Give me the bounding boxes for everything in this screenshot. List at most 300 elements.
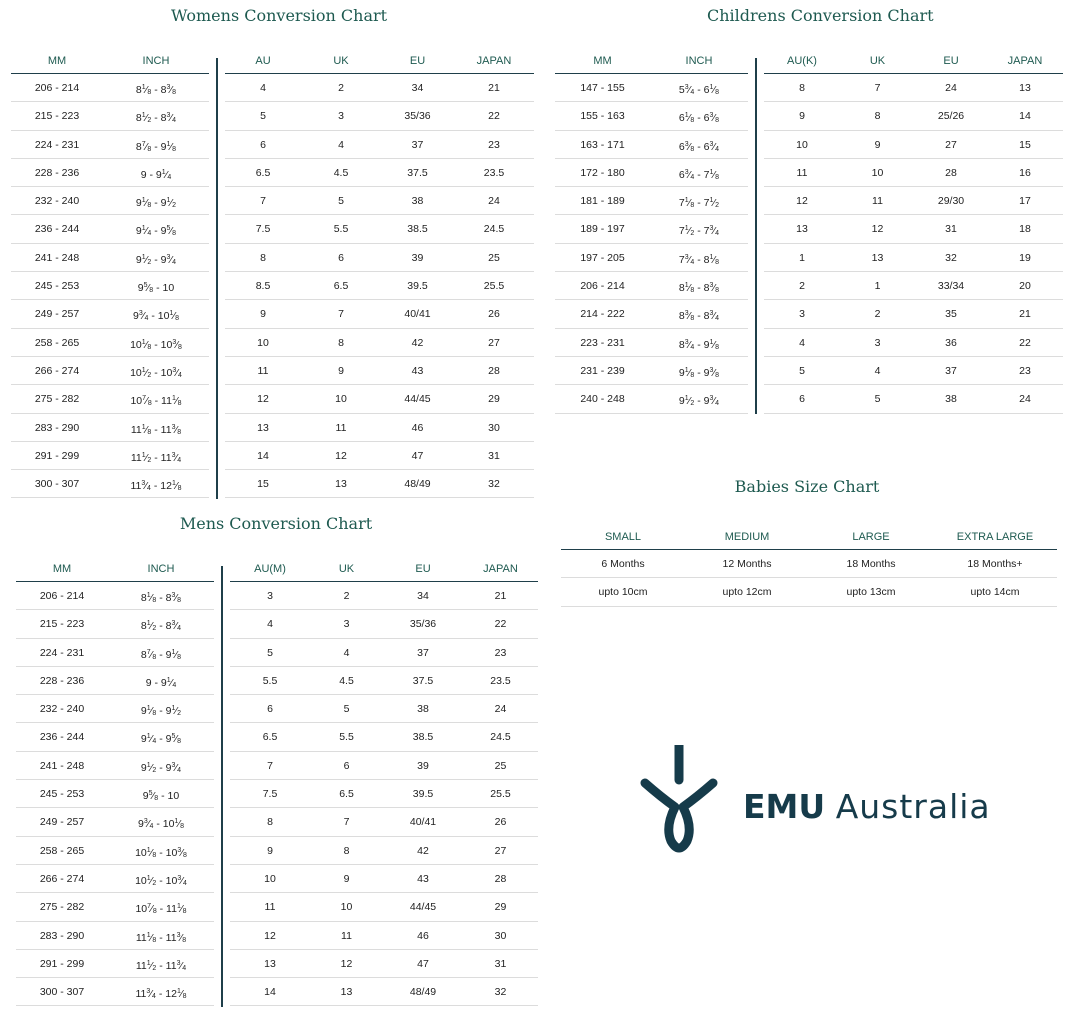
table-cell: 215 - 223 bbox=[11, 102, 103, 130]
table-cell: 11 bbox=[764, 159, 840, 187]
table-cell: 14 bbox=[225, 442, 301, 470]
table-cell: $9^1⁄_8$ - $9^1⁄_2$ bbox=[103, 187, 209, 215]
table-row bbox=[11, 329, 534, 357]
table-cell: $10^7⁄_8$ - $11^1⁄_8$ bbox=[108, 893, 214, 921]
table-cell: 241 - 248 bbox=[11, 244, 103, 272]
table-cell: 20 bbox=[987, 272, 1063, 300]
table-cell: 24 bbox=[915, 74, 987, 102]
table-cell: $6^3⁄_4$ - $7^1⁄_8$ bbox=[650, 159, 748, 187]
table-cell: 266 - 274 bbox=[16, 865, 108, 893]
table-cell: 32 bbox=[454, 470, 534, 498]
table-cell: 30 bbox=[454, 414, 534, 442]
column-divider bbox=[216, 58, 218, 499]
table-cell: 22 bbox=[454, 102, 534, 130]
table-cell: 10 bbox=[301, 385, 381, 413]
table-cell: 6.5 bbox=[225, 159, 301, 187]
table-cell: 9 bbox=[225, 300, 301, 328]
table-cell: 4 bbox=[764, 329, 840, 357]
table-cell: 26 bbox=[463, 808, 538, 836]
table-cell: 31 bbox=[915, 215, 987, 243]
table-row bbox=[555, 74, 1063, 102]
table-cell: 12 bbox=[764, 187, 840, 215]
column-header: SMALL bbox=[561, 531, 685, 550]
table-cell: $9^1⁄_8$ - $9^3⁄_8$ bbox=[650, 357, 748, 385]
table-cell: 48/49 bbox=[383, 978, 463, 1006]
table-cell: 13 bbox=[301, 470, 381, 498]
table-cell: 4 bbox=[230, 610, 310, 638]
table-cell: 10 bbox=[230, 865, 310, 893]
table-cell: 13 bbox=[764, 215, 840, 243]
column-header: INCH bbox=[103, 55, 209, 74]
table-cell: 6.5 bbox=[230, 723, 310, 751]
table-row bbox=[555, 102, 1063, 130]
table-cell: 224 - 231 bbox=[16, 639, 108, 667]
table-cell: $10^1⁄_2$ - $10^3⁄_4$ bbox=[108, 865, 214, 893]
table-cell: 26 bbox=[454, 300, 534, 328]
table-cell: $7^1⁄_2$ - $7^3⁄_4$ bbox=[650, 215, 748, 243]
table-cell: 5 bbox=[764, 357, 840, 385]
table-cell: $9 - 9^1⁄_4$ bbox=[108, 667, 214, 695]
column-header: UK bbox=[840, 55, 915, 74]
table-cell: 206 - 214 bbox=[555, 272, 650, 300]
table-cell: 35 bbox=[915, 300, 987, 328]
table-row bbox=[16, 837, 538, 865]
table-row bbox=[555, 272, 1063, 300]
logo-emu: EMU bbox=[743, 787, 826, 826]
babies-table bbox=[561, 520, 1057, 607]
table-cell: 24.5 bbox=[463, 723, 538, 751]
table-cell: 4 bbox=[225, 74, 301, 102]
table-row bbox=[555, 357, 1063, 385]
table-cell: 24.5 bbox=[454, 215, 534, 243]
table-cell: 147 - 155 bbox=[555, 74, 650, 102]
table-cell: 18 Months bbox=[809, 550, 933, 578]
table-cell: $11^1⁄_8$ - $11^3⁄_8$ bbox=[108, 922, 214, 950]
column-header: UK bbox=[310, 563, 383, 582]
table-row bbox=[561, 578, 1057, 606]
column-header: MM bbox=[16, 563, 108, 582]
table-cell: 258 - 265 bbox=[16, 837, 108, 865]
table-row bbox=[16, 752, 538, 780]
table-cell: $11^1⁄_2$ - $11^3⁄_4$ bbox=[103, 442, 209, 470]
table-cell: 23 bbox=[463, 639, 538, 667]
table-cell: 3 bbox=[310, 610, 383, 638]
table-cell: $8^1⁄_8$ - $8^3⁄_8$ bbox=[650, 272, 748, 300]
table-cell: 15 bbox=[987, 131, 1063, 159]
table-cell: 18 Months+ bbox=[933, 550, 1057, 578]
table-cell: 214 - 222 bbox=[555, 300, 650, 328]
table-cell: $9^1⁄_2$ - $9^3⁄_4$ bbox=[108, 752, 214, 780]
table-cell: 28 bbox=[915, 159, 987, 187]
table-cell: 291 - 299 bbox=[11, 442, 103, 470]
table-row bbox=[11, 215, 534, 243]
table-cell: 44/45 bbox=[383, 893, 463, 921]
table-cell: 12 bbox=[225, 385, 301, 413]
column-header: EU bbox=[381, 55, 454, 74]
table-cell: $8^3⁄_8$ - $8^3⁄_4$ bbox=[650, 300, 748, 328]
table-row bbox=[16, 610, 538, 638]
table-cell: 40/41 bbox=[383, 808, 463, 836]
table-cell: $11^1⁄_2$ - $11^3⁄_4$ bbox=[108, 950, 214, 978]
table-cell: 4.5 bbox=[310, 667, 383, 695]
table-cell: 223 - 231 bbox=[555, 329, 650, 357]
table-row bbox=[16, 808, 538, 836]
table-cell: 12 bbox=[840, 215, 915, 243]
table-cell: $8^1⁄_8$ - $8^3⁄_8$ bbox=[103, 74, 209, 102]
table-row bbox=[16, 639, 538, 667]
table-row bbox=[16, 695, 538, 723]
table-cell: 14 bbox=[230, 978, 310, 1006]
table-header bbox=[11, 44, 534, 74]
table-cell: 7 bbox=[301, 300, 381, 328]
table-row bbox=[16, 893, 538, 921]
table-cell: 283 - 290 bbox=[11, 414, 103, 442]
table-cell: 48/49 bbox=[381, 470, 454, 498]
table-cell: 9 bbox=[840, 131, 915, 159]
column-header: INCH bbox=[650, 55, 748, 74]
table-cell: 10 bbox=[225, 329, 301, 357]
table-cell: 31 bbox=[454, 442, 534, 470]
column-header: LARGE bbox=[809, 531, 933, 550]
table-cell: 46 bbox=[383, 922, 463, 950]
table-cell: 13 bbox=[987, 74, 1063, 102]
table-cell: upto 10cm bbox=[561, 578, 685, 606]
column-header: JAPAN bbox=[987, 55, 1063, 74]
table-row bbox=[11, 414, 534, 442]
table-cell: 36 bbox=[915, 329, 987, 357]
table-cell: 29 bbox=[463, 893, 538, 921]
table-cell: 38 bbox=[383, 695, 463, 723]
table-cell: 25 bbox=[454, 244, 534, 272]
column-header: EXTRA LARGE bbox=[933, 531, 1057, 550]
table-cell: 10 bbox=[310, 893, 383, 921]
table-cell: 23 bbox=[454, 131, 534, 159]
table-row bbox=[16, 865, 538, 893]
logo-australia: Australia bbox=[835, 787, 991, 826]
column-header: MM bbox=[11, 55, 103, 74]
table-cell: 300 - 307 bbox=[16, 978, 108, 1006]
table-cell: 5 bbox=[840, 385, 915, 413]
table-cell: 8 bbox=[764, 74, 840, 102]
table-cell: 8 bbox=[840, 102, 915, 130]
table-cell: 9 bbox=[764, 102, 840, 130]
table-cell: 43 bbox=[381, 357, 454, 385]
table-cell: 11 bbox=[310, 922, 383, 950]
table-cell: 25 bbox=[463, 752, 538, 780]
table-header bbox=[561, 520, 1057, 550]
table-cell: 5.5 bbox=[301, 215, 381, 243]
table-cell: $9^5⁄_8 - 10$ bbox=[108, 780, 214, 808]
column-header: AU(K) bbox=[764, 55, 840, 74]
table-cell: 11 bbox=[840, 187, 915, 215]
table-cell: 155 - 163 bbox=[555, 102, 650, 130]
column-header: INCH bbox=[108, 563, 214, 582]
table-cell: 300 - 307 bbox=[11, 470, 103, 498]
table-cell: 189 - 197 bbox=[555, 215, 650, 243]
column-header: JAPAN bbox=[463, 563, 538, 582]
table-cell: 4 bbox=[310, 639, 383, 667]
table-cell: 6 bbox=[310, 752, 383, 780]
column-header: AU(M) bbox=[230, 563, 310, 582]
table-row bbox=[11, 300, 534, 328]
table-cell: 37.5 bbox=[381, 159, 454, 187]
table-cell: 7.5 bbox=[230, 780, 310, 808]
table-cell: 46 bbox=[381, 414, 454, 442]
table-header bbox=[16, 552, 538, 582]
table-cell: 5 bbox=[310, 695, 383, 723]
table-cell: 228 - 236 bbox=[16, 667, 108, 695]
table-cell: 37 bbox=[915, 357, 987, 385]
table-cell: 21 bbox=[454, 74, 534, 102]
table-cell: 6 bbox=[225, 131, 301, 159]
table-cell: 42 bbox=[381, 329, 454, 357]
table-row bbox=[11, 385, 534, 413]
table-row bbox=[11, 187, 534, 215]
table-cell: 38.5 bbox=[381, 215, 454, 243]
table-row bbox=[16, 922, 538, 950]
table-cell: 23.5 bbox=[454, 159, 534, 187]
table-cell: 11 bbox=[301, 414, 381, 442]
table-cell: 21 bbox=[463, 582, 538, 610]
table-cell: 232 - 240 bbox=[16, 695, 108, 723]
table-cell: 34 bbox=[381, 74, 454, 102]
table-cell: 13 bbox=[230, 950, 310, 978]
table-cell: 10 bbox=[764, 131, 840, 159]
table-cell: 3 bbox=[764, 300, 840, 328]
mens-table bbox=[16, 552, 538, 1006]
column-header: EU bbox=[915, 55, 987, 74]
table-cell: 27 bbox=[454, 329, 534, 357]
table-cell: 39 bbox=[383, 752, 463, 780]
table-header bbox=[555, 44, 1063, 74]
table-cell: upto 13cm bbox=[809, 578, 933, 606]
table-cell: 5 bbox=[301, 187, 381, 215]
table-cell: 23.5 bbox=[463, 667, 538, 695]
table-cell: 24 bbox=[987, 385, 1063, 413]
column-header: EU bbox=[383, 563, 463, 582]
table-cell: 2 bbox=[310, 582, 383, 610]
table-cell: $6^3⁄_8$ - $6^3⁄_4$ bbox=[650, 131, 748, 159]
table-cell: 241 - 248 bbox=[16, 752, 108, 780]
table-cell: 224 - 231 bbox=[11, 131, 103, 159]
table-cell: 6 bbox=[301, 244, 381, 272]
table-row bbox=[11, 272, 534, 300]
table-cell: 4 bbox=[840, 357, 915, 385]
table-cell: 4 bbox=[301, 131, 381, 159]
table-cell: 240 - 248 bbox=[555, 385, 650, 413]
table-row bbox=[555, 159, 1063, 187]
table-cell: 13 bbox=[310, 978, 383, 1006]
table-cell: $9^1⁄_2$ - $9^3⁄_4$ bbox=[103, 244, 209, 272]
table-cell: 6 bbox=[230, 695, 310, 723]
table-cell: 245 - 253 bbox=[11, 272, 103, 300]
table-cell: 163 - 171 bbox=[555, 131, 650, 159]
table-cell: 5 bbox=[225, 102, 301, 130]
column-header: MEDIUM bbox=[685, 531, 809, 550]
table-cell: 38 bbox=[915, 385, 987, 413]
table-cell: 37.5 bbox=[383, 667, 463, 695]
table-cell: 5.5 bbox=[230, 667, 310, 695]
table-cell: 291 - 299 bbox=[16, 950, 108, 978]
table-cell: 2 bbox=[301, 74, 381, 102]
womens-chart-title: Womens Conversion Chart bbox=[171, 6, 388, 25]
table-cell: $7^1⁄_8$ - $7^1⁄_2$ bbox=[650, 187, 748, 215]
table-row bbox=[11, 131, 534, 159]
table-cell: 28 bbox=[454, 357, 534, 385]
table-cell: 31 bbox=[463, 950, 538, 978]
emu-australia-logo bbox=[639, 745, 999, 855]
table-cell: 47 bbox=[383, 950, 463, 978]
table-cell: 181 - 189 bbox=[555, 187, 650, 215]
table-cell: 8 bbox=[301, 329, 381, 357]
table-cell: 172 - 180 bbox=[555, 159, 650, 187]
table-cell: 12 bbox=[230, 922, 310, 950]
womens-table bbox=[11, 44, 534, 498]
table-cell: $11^3⁄_4$ - $12^1⁄_8$ bbox=[108, 978, 214, 1006]
table-cell: 3 bbox=[301, 102, 381, 130]
table-cell: 43 bbox=[383, 865, 463, 893]
table-cell: $9^3⁄_4$ - $10^1⁄_8$ bbox=[108, 808, 214, 836]
table-cell: 22 bbox=[463, 610, 538, 638]
table-cell: 231 - 239 bbox=[555, 357, 650, 385]
table-cell: 8 bbox=[225, 244, 301, 272]
table-cell: 37 bbox=[383, 639, 463, 667]
table-row bbox=[16, 780, 538, 808]
table-cell: 2 bbox=[764, 272, 840, 300]
table-row bbox=[16, 723, 538, 751]
table-cell: $9^1⁄_8$ - $9^1⁄_2$ bbox=[108, 695, 214, 723]
table-cell: 22 bbox=[987, 329, 1063, 357]
table-cell: 7 bbox=[225, 187, 301, 215]
table-row bbox=[11, 442, 534, 470]
column-divider bbox=[755, 58, 757, 414]
table-row bbox=[555, 329, 1063, 357]
table-cell: $6^1⁄_8$ - $6^3⁄_8$ bbox=[650, 102, 748, 130]
table-row bbox=[11, 102, 534, 130]
table-cell: 8.5 bbox=[225, 272, 301, 300]
table-cell: $10^7⁄_8$ - $11^1⁄_8$ bbox=[103, 385, 209, 413]
table-cell: 236 - 244 bbox=[11, 215, 103, 243]
table-cell: 3 bbox=[230, 582, 310, 610]
table-row bbox=[16, 978, 538, 1006]
table-cell: 34 bbox=[383, 582, 463, 610]
table-cell: $7^3⁄_4$ - $8^1⁄_8$ bbox=[650, 244, 748, 272]
table-cell: 206 - 214 bbox=[16, 582, 108, 610]
table-cell: $9 - 9^1⁄_4$ bbox=[103, 159, 209, 187]
table-cell: 23 bbox=[987, 357, 1063, 385]
table-cell: 1 bbox=[764, 244, 840, 272]
table-cell: 35/36 bbox=[383, 610, 463, 638]
table-cell: $9^1⁄_2$ - $9^3⁄_4$ bbox=[650, 385, 748, 413]
table-cell: 4.5 bbox=[301, 159, 381, 187]
table-cell: 5.5 bbox=[310, 723, 383, 751]
emu-logo-icon bbox=[639, 745, 719, 855]
table-cell: 39.5 bbox=[381, 272, 454, 300]
table-cell: 245 - 253 bbox=[16, 780, 108, 808]
table-cell: 35/36 bbox=[381, 102, 454, 130]
logo-wordmark bbox=[743, 787, 991, 826]
table-row bbox=[555, 244, 1063, 272]
table-cell: 15 bbox=[225, 470, 301, 498]
table-cell: $9^1⁄_4$ - $9^5⁄_8$ bbox=[108, 723, 214, 751]
table-cell: 14 bbox=[987, 102, 1063, 130]
table-cell: 283 - 290 bbox=[16, 922, 108, 950]
table-cell: 9 bbox=[301, 357, 381, 385]
table-cell: 18 bbox=[987, 215, 1063, 243]
table-cell: 236 - 244 bbox=[16, 723, 108, 751]
babies-chart-title: Babies Size Chart bbox=[734, 477, 880, 496]
table-cell: 8 bbox=[310, 837, 383, 865]
table-cell: 25/26 bbox=[915, 102, 987, 130]
table-cell: 266 - 274 bbox=[11, 357, 103, 385]
table-cell: 39.5 bbox=[383, 780, 463, 808]
table-cell: 7 bbox=[230, 752, 310, 780]
table-row bbox=[555, 385, 1063, 413]
table-cell: 24 bbox=[463, 695, 538, 723]
column-header: MM bbox=[555, 55, 650, 74]
table-cell: 5 bbox=[230, 639, 310, 667]
table-cell: 32 bbox=[915, 244, 987, 272]
column-header: UK bbox=[301, 55, 381, 74]
table-cell: 6 bbox=[764, 385, 840, 413]
table-cell: 6 Months bbox=[561, 550, 685, 578]
table-cell: 38.5 bbox=[383, 723, 463, 751]
table-cell: 11 bbox=[225, 357, 301, 385]
table-cell: 24 bbox=[454, 187, 534, 215]
table-cell: 6.5 bbox=[310, 780, 383, 808]
table-cell: 2 bbox=[840, 300, 915, 328]
table-cell: 13 bbox=[225, 414, 301, 442]
table-row bbox=[11, 470, 534, 498]
table-cell: 6.5 bbox=[301, 272, 381, 300]
table-cell: 12 Months bbox=[685, 550, 809, 578]
table-cell: 27 bbox=[463, 837, 538, 865]
table-cell: $8^3⁄_4$ - $9^1⁄_8$ bbox=[650, 329, 748, 357]
table-row bbox=[16, 582, 538, 610]
table-cell: 258 - 265 bbox=[11, 329, 103, 357]
table-row bbox=[555, 215, 1063, 243]
table-cell: 47 bbox=[381, 442, 454, 470]
table-cell: $10^1⁄_2$ - $10^3⁄_4$ bbox=[103, 357, 209, 385]
table-row bbox=[555, 131, 1063, 159]
table-cell: 25.5 bbox=[454, 272, 534, 300]
table-row bbox=[11, 159, 534, 187]
table-cell: 21 bbox=[987, 300, 1063, 328]
table-row bbox=[555, 187, 1063, 215]
table-cell: 28 bbox=[463, 865, 538, 893]
table-cell: 232 - 240 bbox=[11, 187, 103, 215]
childrens-chart-title: Childrens Conversion Chart bbox=[707, 6, 934, 25]
table-cell: 7 bbox=[840, 74, 915, 102]
table-cell: 249 - 257 bbox=[11, 300, 103, 328]
table-row bbox=[16, 950, 538, 978]
table-row bbox=[11, 357, 534, 385]
table-cell: 3 bbox=[840, 329, 915, 357]
table-cell: 40/41 bbox=[381, 300, 454, 328]
table-cell: $8^1⁄_2$ - $8^3⁄_4$ bbox=[103, 102, 209, 130]
table-cell: 206 - 214 bbox=[11, 74, 103, 102]
column-divider bbox=[221, 566, 223, 1007]
table-cell: 17 bbox=[987, 187, 1063, 215]
table-cell: 12 bbox=[310, 950, 383, 978]
table-cell: 39 bbox=[381, 244, 454, 272]
table-row bbox=[16, 667, 538, 695]
table-cell: 228 - 236 bbox=[11, 159, 103, 187]
table-cell: 32 bbox=[463, 978, 538, 1006]
table-cell: 275 - 282 bbox=[16, 893, 108, 921]
table-cell: $8^7⁄_8$ - $9^1⁄_8$ bbox=[108, 639, 214, 667]
table-cell: $10^1⁄_8$ - $10^3⁄_8$ bbox=[108, 837, 214, 865]
